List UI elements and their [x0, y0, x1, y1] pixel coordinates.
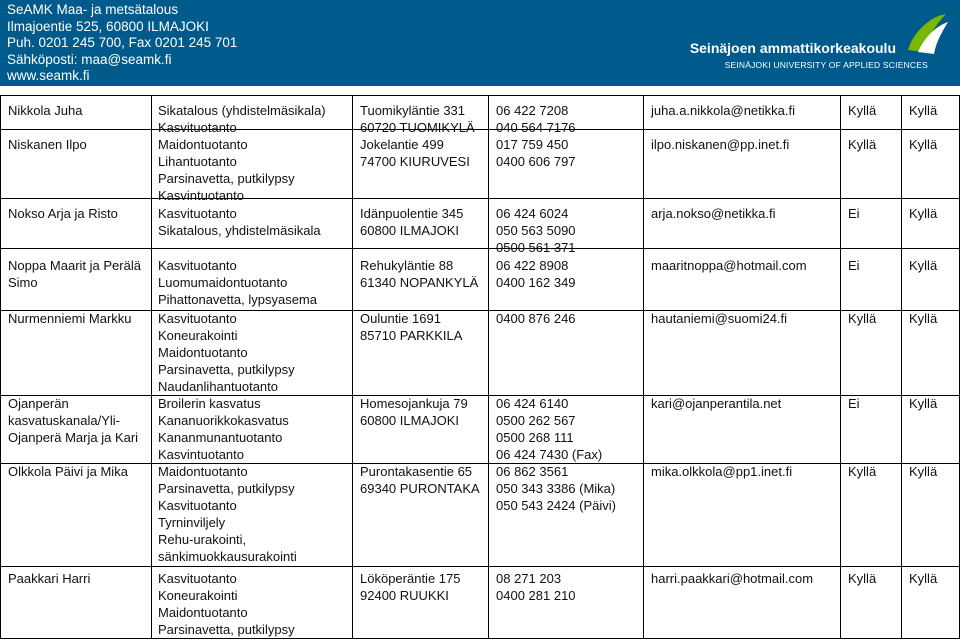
production-item: Parsinavetta, putkilypsy — [158, 622, 295, 637]
yes-no-value: Ei — [848, 258, 860, 273]
phone-number: 0500 262 567 — [496, 413, 576, 428]
email-link[interactable]: kari@ojanperantila.net — [651, 396, 782, 411]
phone-number: 0400 281 210 — [496, 588, 576, 603]
production-item: Luomumaidontuotanto — [158, 275, 288, 290]
yes-no-value: Ei — [848, 206, 860, 221]
production-item: Kasvituotanto — [158, 120, 237, 135]
address-line: Tuomikyläntie 331 — [360, 103, 466, 118]
yes-no-value: Kyllä — [909, 464, 938, 479]
phone-number: 017 759 450 — [496, 137, 569, 152]
postal-address — [360, 205, 463, 239]
phone-number: 06 424 6024 — [496, 206, 569, 221]
col-divider — [840, 95, 841, 639]
seamk-logo — [689, 8, 948, 72]
address-line: 85710 PARKKILA — [360, 328, 463, 343]
farm-name-line: Simo — [8, 275, 38, 290]
yes-no-value: Kyllä — [909, 571, 938, 586]
email-link[interactable]: maaritnoppa@hotmail.com — [651, 258, 807, 273]
address-line: 60720 TUOMIKYLÄ — [360, 120, 475, 135]
production-list — [158, 570, 295, 638]
phone-number: 050 343 3386 (Mika) — [496, 481, 616, 496]
address-line: Ouluntie 1691 — [360, 311, 441, 326]
yes-no-value: Ei — [848, 396, 860, 411]
production-item: Kasvituotanto — [158, 571, 237, 586]
farm-name — [8, 257, 150, 291]
header-band — [0, 0, 960, 86]
farm-name-line: Niskanen Ilpo — [8, 137, 87, 152]
production-item: Maidontuotanto — [158, 464, 248, 479]
phone-list — [496, 102, 576, 136]
phone-number: 06 422 7208 — [496, 103, 569, 118]
phone-number: 050 563 5090 — [496, 223, 576, 238]
production-list — [158, 310, 295, 395]
farm-name — [8, 136, 150, 153]
col-divider — [643, 95, 644, 639]
farm-name-line: Nokso Arja ja Risto — [8, 206, 118, 221]
postal-address — [360, 310, 462, 344]
postal-address — [360, 463, 480, 497]
col-divider — [901, 95, 902, 639]
production-item: Rehu-urakointi, — [158, 532, 247, 547]
row-divider — [0, 248, 960, 249]
production-item: Parsinavetta, putkilypsy — [158, 171, 295, 186]
production-item: Kasvintuotanto — [158, 188, 245, 203]
phone-list — [496, 570, 576, 604]
production-list — [158, 395, 289, 463]
address-line: 60800 ILMAJOKI — [360, 413, 459, 428]
production-item: Maidontuotanto — [158, 345, 248, 360]
phone-number: 0500 561 371 — [496, 240, 576, 255]
postal-address — [360, 570, 460, 604]
phone-number: 050 543 2424 (Päivi) — [496, 498, 616, 513]
address-line: 92400 RUUKKI — [360, 588, 449, 603]
email-link[interactable]: arja.nokso@netikka.fi — [651, 206, 776, 221]
phone-number: 0400 162 349 — [496, 275, 576, 290]
postal-address — [360, 395, 468, 429]
address-line: 61340 NOPANKYLÄ — [360, 275, 479, 290]
row-divider — [0, 198, 960, 199]
org-address: Ilmajoentie 525, 60800 ILMAJOKI — [7, 18, 209, 34]
production-item: Parsinavetta, putkilypsy — [158, 481, 295, 496]
col-divider — [0, 95, 1, 639]
row-divider — [0, 129, 960, 130]
phone-list — [496, 205, 576, 256]
address-line: 74700 KIURUVESI — [360, 154, 470, 169]
address-line: Idänpuolentie 345 — [360, 206, 464, 221]
email-link[interactable]: hautaniemi@suomi24.fi — [651, 311, 788, 326]
col-divider — [352, 95, 353, 639]
production-item: Naudanlihantuotanto — [158, 379, 278, 394]
production-item: Parsinavetta, putkilypsy — [158, 362, 295, 377]
production-item: Kananmunantuotanto — [158, 430, 283, 445]
yes-no-value: Kyllä — [909, 206, 938, 221]
production-item: sänkimuokkausurakointi — [158, 549, 297, 564]
farm-name — [8, 463, 150, 480]
contact-block — [7, 2, 237, 85]
logo-subtitle: SEINÄJOKI UNIVERSITY OF APPLIED SCIENCES — [724, 60, 928, 70]
yes-no-value: Kyllä — [909, 311, 938, 326]
production-list — [158, 136, 295, 204]
production-item: Pihattonavetta, lypsyasema — [158, 292, 317, 307]
phone-list — [496, 136, 576, 170]
production-item: Sikatalous (yhdistelmäsikala) — [158, 103, 326, 118]
address-line: Rehukyläntie 88 — [360, 258, 454, 273]
org-phone: Puh. 0201 245 700, Fax 0201 245 701 — [7, 35, 238, 50]
production-list — [158, 102, 326, 136]
farm-name-line: Paakkari Harri — [8, 571, 91, 586]
yes-no-value: Kyllä — [848, 103, 877, 118]
email-link[interactable]: harri.paakkari@hotmail.com — [651, 571, 814, 586]
yes-no-value: Kyllä — [848, 464, 877, 479]
phone-number: 06 424 6140 — [496, 396, 569, 411]
farm-name — [8, 102, 150, 119]
address-line: Purontakasentie 65 — [360, 464, 473, 479]
email-link[interactable]: juha.a.nikkola@netikka.fi — [651, 103, 795, 118]
phone-list — [496, 257, 576, 291]
production-item: Kasvituotanto — [158, 498, 237, 513]
production-list — [158, 463, 297, 565]
address-line: Jokelantie 499 — [360, 137, 444, 152]
yes-no-value: Kyllä — [909, 103, 938, 118]
yes-no-value: Kyllä — [909, 258, 938, 273]
production-item: Maidontuotanto — [158, 137, 248, 152]
phone-number: 040 564 7176 — [496, 120, 576, 135]
yes-no-value: Kyllä — [848, 571, 877, 586]
farm-name-line: Noppa Maarit ja Perälä — [8, 258, 141, 273]
phone-number: 08 271 203 — [496, 571, 562, 586]
email-link[interactable]: ilpo.niskanen@pp.inet.fi — [651, 137, 790, 152]
production-item: Tyrninviljely — [158, 515, 226, 530]
production-item: Kasvituotanto — [158, 311, 237, 326]
org-email: Sähköposti: maa@seamk.fi — [7, 51, 172, 67]
production-list — [158, 257, 317, 308]
yes-no-value: Kyllä — [848, 311, 877, 326]
farm-name — [8, 205, 150, 222]
farm-name-line: Ojanperä Marja ja Kari — [8, 430, 139, 445]
org-website-link[interactable]: www.seamk.fi — [7, 68, 90, 83]
col-divider — [151, 95, 152, 639]
production-item: Broilerin kasvatus — [158, 396, 261, 411]
production-item: Kasvintuotanto — [158, 447, 245, 462]
farm-name — [8, 310, 150, 327]
production-item: Lihantuotanto — [158, 154, 237, 169]
row-divider — [0, 95, 960, 96]
col-divider — [488, 95, 489, 639]
org-name: SeAMK Maa- ja metsätalous — [7, 2, 179, 17]
address-line: Lököperäntie 175 — [360, 571, 461, 586]
production-item: Sikatalous, yhdistelmäsikala — [158, 223, 321, 238]
yes-no-value: Kyllä — [909, 137, 938, 152]
postal-address — [360, 136, 470, 170]
phone-number: 0400 606 797 — [496, 154, 576, 169]
phone-number: 06 424 7430 (Fax) — [496, 447, 603, 462]
phone-list — [496, 463, 616, 514]
production-list — [158, 205, 321, 239]
email-link[interactable]: mika.olkkola@pp1.inet.fi — [651, 464, 793, 479]
address-line: 60800 ILMAJOKI — [360, 223, 459, 238]
yes-no-value: Kyllä — [848, 137, 877, 152]
logo-name: Seinäjoen ammattikorkeakoulu — [689, 40, 896, 56]
farm-name-line: Nikkola Juha — [8, 103, 83, 118]
production-item: Kasvituotanto — [158, 206, 237, 221]
phone-list — [496, 310, 576, 327]
farm-name-line: kasvatuskanala/Yli- — [8, 413, 120, 428]
phone-number: 0500 268 111 — [496, 430, 574, 445]
farm-name — [8, 570, 150, 587]
phone-number: 06 422 8908 — [496, 258, 569, 273]
production-item: Maidontuotanto — [158, 605, 248, 620]
production-item: Koneurakointi — [158, 588, 238, 603]
farm-name — [8, 395, 150, 446]
farm-name-line: Ojanperän — [8, 396, 69, 411]
postal-address — [360, 257, 478, 291]
production-item: Koneurakointi — [158, 328, 238, 343]
yes-no-value: Kyllä — [909, 396, 938, 411]
address-line: Homesojankuja 79 — [360, 396, 468, 411]
phone-number: 06 862 3561 — [496, 464, 569, 479]
production-item: Kananuorikkokasvatus — [158, 413, 289, 428]
farm-name-line: Olkkola Päivi ja Mika — [8, 464, 128, 479]
logo-swoosh-icon — [904, 10, 948, 54]
phone-number: 0400 876 246 — [496, 311, 576, 326]
postal-address — [360, 102, 475, 136]
phone-list — [496, 395, 602, 463]
farm-name-line: Nurmenniemi Markku — [8, 311, 132, 326]
address-line: 69340 PURONTAKA — [360, 481, 480, 496]
row-divider — [0, 566, 960, 567]
production-item: Kasvituotanto — [158, 258, 237, 273]
